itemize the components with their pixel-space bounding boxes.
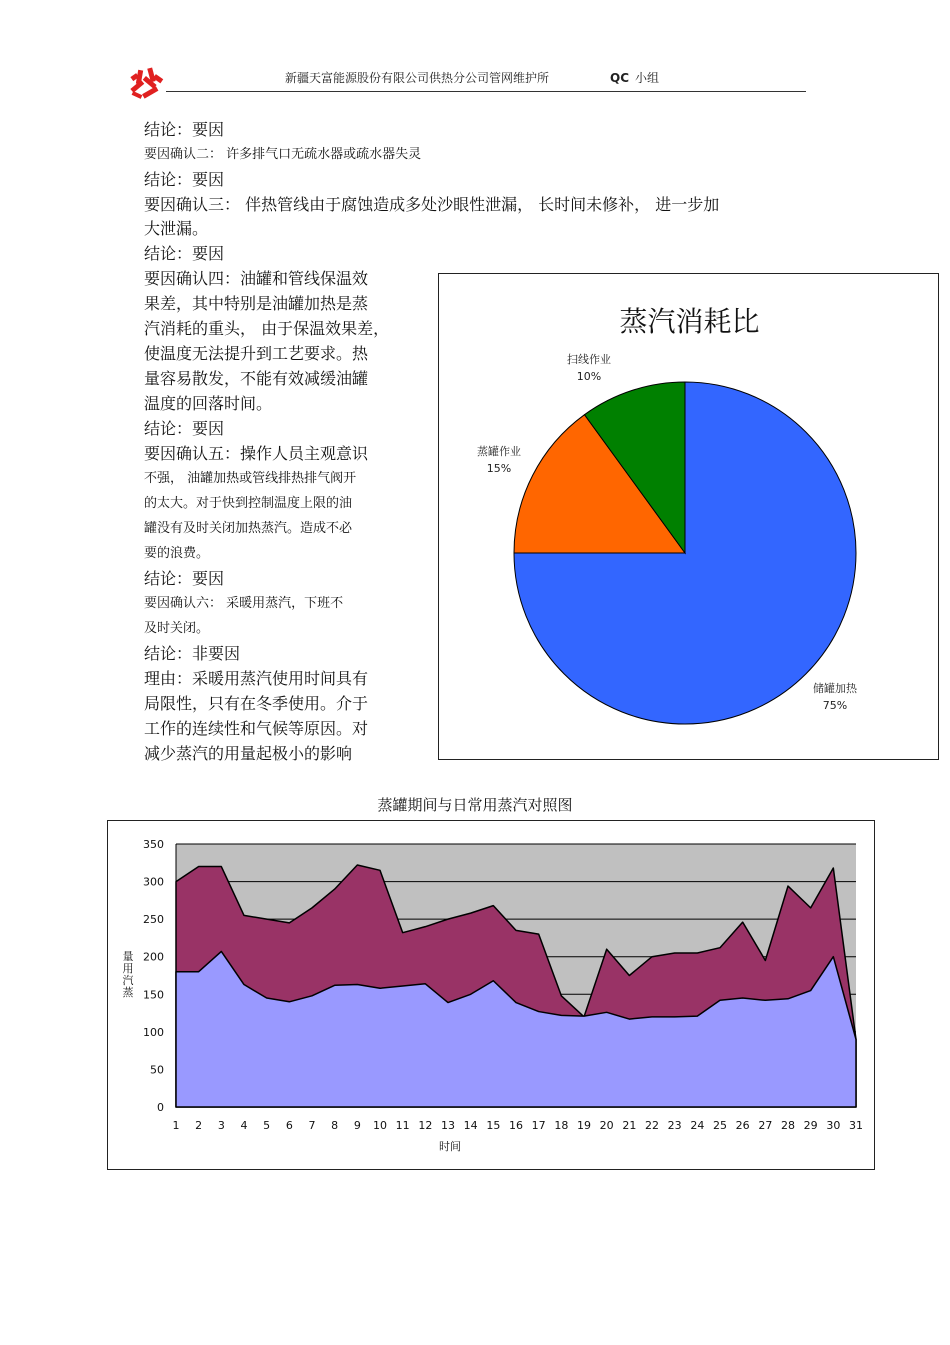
x-tick-label: 14 (463, 1119, 478, 1132)
pie-label-pct: 75% (822, 699, 848, 712)
x-tick-label: 20 (599, 1119, 614, 1132)
reason-line: 理由：采暖用蒸汽使用时间具有 (144, 669, 369, 688)
x-tick-label: 22 (645, 1119, 659, 1132)
header-org-name: 新疆天富能源股份有限公司供热分公司管网维护所 (285, 71, 550, 85)
x-tick-label: 1 (172, 1119, 180, 1132)
paragraph-line: 温度的回落时间。 (144, 394, 273, 413)
paragraph-line: 要的浪费。 (144, 546, 210, 561)
pie-chart (439, 274, 940, 761)
paragraph-line: 量容易散发，不能有效减缓油罐 (144, 369, 369, 388)
cause-confirm-4: 要因确认四：油罐和管线保温效 (144, 269, 369, 288)
pie-label-steam-tank (477, 443, 521, 477)
y-tick-label: 350 (143, 838, 164, 851)
x-tick-label: 25 (713, 1119, 727, 1132)
area-chart (108, 821, 876, 1171)
pie-label-name: 蒸罐作业 (477, 445, 521, 458)
x-tick-label: 5 (263, 1119, 271, 1132)
x-tick-label: 7 (308, 1119, 316, 1132)
x-tick-label: 3 (217, 1119, 225, 1132)
cause-confirm-3: 要因确认三： 伴热管线由于腐蚀造成多处沙眼性泄漏， 长时间未修补， 进一步加 (144, 195, 720, 214)
paragraph-line: 果差，其中特别是油罐加热是蒸 (144, 294, 369, 313)
pie-label-name: 储罐加热 (813, 682, 857, 695)
cause-confirm-6: 要因确认六： 采暖用蒸汽，下班不 (144, 596, 344, 611)
pie-label-pct: 15% (486, 462, 512, 475)
pie-label-tank-heat (813, 680, 857, 714)
header-group-label: 小组 (635, 71, 660, 85)
x-tick-label: 8 (331, 1119, 339, 1132)
x-tick-label: 18 (554, 1119, 569, 1132)
conclusion-line: 结论：非要因 (144, 644, 241, 663)
x-tick-label: 16 (509, 1119, 523, 1132)
conclusion-line: 结论：要因 (144, 244, 225, 263)
x-tick-label: 31 (849, 1119, 863, 1132)
x-tick-label: 4 (240, 1119, 248, 1132)
x-tick-label: 19 (577, 1119, 591, 1132)
paragraph-line: 的太大。对于快到控制温度上限的油 (144, 496, 353, 511)
x-tick-label: 30 (826, 1119, 841, 1132)
pie-chart-title: 蒸汽消耗比 (619, 305, 760, 338)
x-tick-label: 27 (758, 1119, 773, 1132)
y-tick-label: 150 (143, 988, 164, 1002)
x-tick-label: 28 (781, 1119, 795, 1132)
paragraph-line: 工作的连续性和气候等原因。对 (144, 719, 369, 738)
y-tick-label: 50 (150, 1063, 164, 1077)
cause-confirm-3-cont: 大泄漏。 (144, 219, 209, 238)
x-tick-label: 21 (622, 1119, 637, 1132)
y-axis-label: 量用汽蒸 (122, 950, 134, 999)
pie-chart-box (438, 273, 939, 760)
area-chart-box (107, 820, 875, 1170)
paragraph-line: 减少蒸汽的用量起极小的影响 (144, 744, 353, 763)
x-tick-label: 29 (803, 1119, 818, 1132)
paragraph-line: 局限性，只有在冬季使用。介于 (144, 694, 369, 713)
x-tick-label: 12 (418, 1119, 433, 1132)
x-tick-label: 26 (735, 1119, 750, 1132)
paragraph-line: 使温度无法提升到工艺要求。热 (144, 344, 369, 363)
area-chart-title: 蒸罐期间与日常用蒸汽对照图 (377, 796, 573, 814)
conclusion-line: 结论：要因 (144, 569, 225, 588)
x-tick-label: 13 (441, 1119, 455, 1132)
y-tick-label: 200 (143, 950, 164, 964)
conclusion-line: 结论：要因 (144, 170, 225, 189)
x-tick-label: 23 (667, 1119, 682, 1132)
cause-confirm-2: 要因确认二： 许多排气口无疏水器或疏水器失灵 (144, 147, 422, 162)
header-qc-label: QC (610, 71, 630, 85)
x-axis-label: 时间 (439, 1140, 461, 1153)
company-logo-icon (128, 64, 166, 102)
paragraph-line: 不强， 油罐加热或管线排热排气阀开 (144, 471, 357, 486)
x-tick-label: 11 (395, 1119, 410, 1132)
pie-label-sweep (567, 351, 611, 385)
x-tick-label: 6 (285, 1119, 293, 1132)
paragraph-line: 汽消耗的重头， 由于保温效果差， (144, 319, 390, 338)
pie-label-pct: 10% (576, 370, 602, 383)
paragraph-line: 罐没有及时关闭加热蒸汽。造成不必 (144, 521, 353, 536)
x-tick-label: 24 (690, 1119, 705, 1132)
y-tick-label: 100 (143, 1025, 164, 1039)
x-tick-label: 10 (373, 1119, 387, 1132)
paragraph-line: 及时关闭。 (144, 621, 210, 636)
conclusion-line: 结论：要因 (144, 419, 225, 438)
pie-label-name: 扫线作业 (567, 353, 611, 366)
header-divider (166, 91, 806, 92)
x-tick-label: 9 (353, 1119, 361, 1132)
header-qc-group (610, 69, 659, 86)
x-tick-label: 15 (486, 1119, 501, 1132)
x-tick-label: 2 (195, 1119, 203, 1132)
cause-confirm-5: 要因确认五：操作人员主观意识 (144, 444, 369, 463)
y-tick-label: 300 (143, 875, 164, 889)
y-tick-label: 250 (143, 913, 164, 927)
x-tick-label: 17 (531, 1119, 546, 1132)
y-tick-label: 0 (157, 1101, 164, 1114)
conclusion-line: 结论：要因 (144, 120, 225, 139)
